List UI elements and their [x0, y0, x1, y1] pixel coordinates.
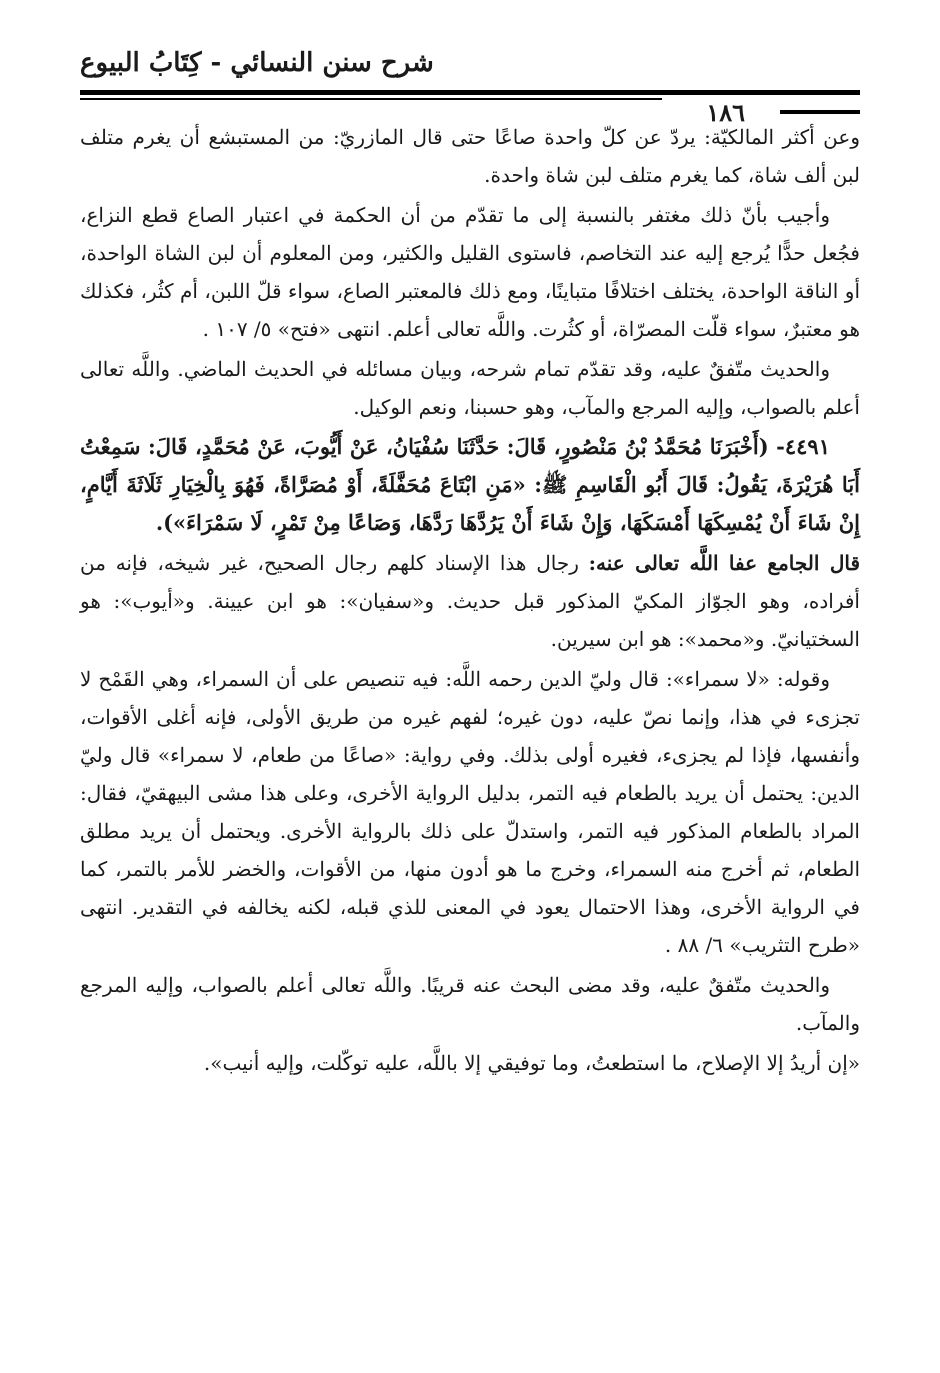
commentary-paragraph	[80, 544, 860, 658]
page-body	[80, 118, 860, 1084]
header-rule-thin	[80, 98, 662, 100]
commentary-speaker: قال الجامع عفا اللَّه تعالى عنه:	[588, 551, 861, 575]
page-header	[80, 40, 860, 127]
hadith-text: ٤٤٩١- (أَخْبَرَنَا مُحَمَّدُ بْنُ مَنْصُورٍ، قَالَ: حَدَّثَنَا سُفْيَانُ، عَنْ أَيُّوبَ، عَنْ مُحَمَّدٍ، قَالَ: سَمِعْتُ أَبَا هُرَيْرَةَ، يَقُولُ: قَالَ أَبُو الْقَاسِمِ ﷺ: «مَنِ ابْتَاعَ مُحَفَّلَةً، أَوْ مُصَرَّاةً، فَهُوَ بِالْخِيَارِ ثَلَاثَةَ أَيَّامٍ، إِنْ شَاءَ أَنْ يُمْسِكَهَا أَمْسَكَهَا، وَإِنْ شَاءَ أَنْ يَرُدَّهَا رَدَّهَا، وَصَاعًا مِنْ تَمْرٍ، لَا سَمْرَاءَ»).	[80, 434, 860, 535]
running-title: شرح سنن النسائي - كِتَابُ البيوع	[80, 48, 434, 78]
closing-quote: «إن أريدُ إلا الإصلاح، ما استطعتُ، وما توفيقي إلا باللَّه، عليه توكّلت، وإليه أنيب».	[203, 1051, 860, 1075]
paragraph-1: وعن أكثر المالكيّة: يردّ عن كلّ واحدة صاعًا حتى قال المازريّ: من المستبشع أن يغرم متلف لبن ألف شاة، كما يغرم متلف لبن شاة واحدة.	[80, 125, 860, 187]
paragraph-3: والحديث متّفقٌ عليه، وقد تقدّم تمام شرحه، وبيان مسائله في الحديث الماضي. واللَّه تعالى أعلم بالصواب، وإليه المرجع والمآب، وهو حسبنا، ونعم الوكيل.	[80, 357, 860, 419]
page-number: ١٨٦	[706, 98, 745, 127]
header-rule-thick	[80, 90, 860, 95]
page-number-rule	[780, 110, 860, 114]
paragraph-4: وقوله: «لا سمراء»: قال وليّ الدين رحمه اللَّه: فيه تنصيص على أن السمراء، وهي القَمْح لا تجزىء في هذا، وإنما نصّ عليه، دون غيره؛ لفهم غيره من طريق الأولى، فإنه أغلى الأقوات، وأنفسها، فإذا لم يجزىء، فغيره أولى بذلك. وفي رواية: «صاعًا من طعام، لا سمراء» قال وليّ الدين: يحتمل أن يريد بالطعام فيه التمر، بدليل الرواية الأخرى، وعلى هذا مشى البيهقيّ، فقال: المراد بالطعام المذكور فيه التمر، واستدلّ على ذلك بالرواية الأخرى. ويحتمل أن يريد مطلق الطعام، ثم أخرج منه السمراء، وخرج ما هو أدون منها، من الأقوات، والخضر للأمر بالتمر، كما في الرواية الأخرى، وهذا الاحتمال يعود في المعنى للذي قبله، لكنه يخالفه في التقدير. انتهى «طرح التثريب» ٦/ ٨٨ .	[80, 667, 860, 957]
paragraph-2: وأجيب بأنّ ذلك مغتفر بالنسبة إلى ما تقدّم من أن الحكمة في اعتبار الصاع قطع النزاع، فجُعل حدًّا يُرجع إليه عند التخاصم، فاستوى القليل والكثير، ومن المعلوم أن لبن الشاة الواحدة، أو الناقة الواحدة، يختلف اختلافًا متباينًا، ومع ذلك فالمعتبر الصاع، سواء قلّ اللبن، أم كثُر، فكذلك هو معتبرٌ، سواء قلّت المصرّاة، أو كثُرت. واللَّه تعالى أعلم. انتهى «فتح» ٥/ ١٠٧ .	[80, 203, 860, 341]
paragraph-5: والحديث متّفقٌ عليه، وقد مضى البحث عنه قريبًا. واللَّه تعالى أعلم بالصواب، وإليه المرجع والمآب.	[80, 973, 860, 1035]
commentary-text: رجال هذا الإسناد كلهم رجال الصحيح، غير شيخه، فإنه من أفراده، وهو الجوّاز المكيّ المذكور قبل حديث. و«سفيان»: هو ابن عيينة. و«أيوب»: هو السختيانيّ. و«محمد»: هو ابن سيرين.	[80, 551, 860, 651]
